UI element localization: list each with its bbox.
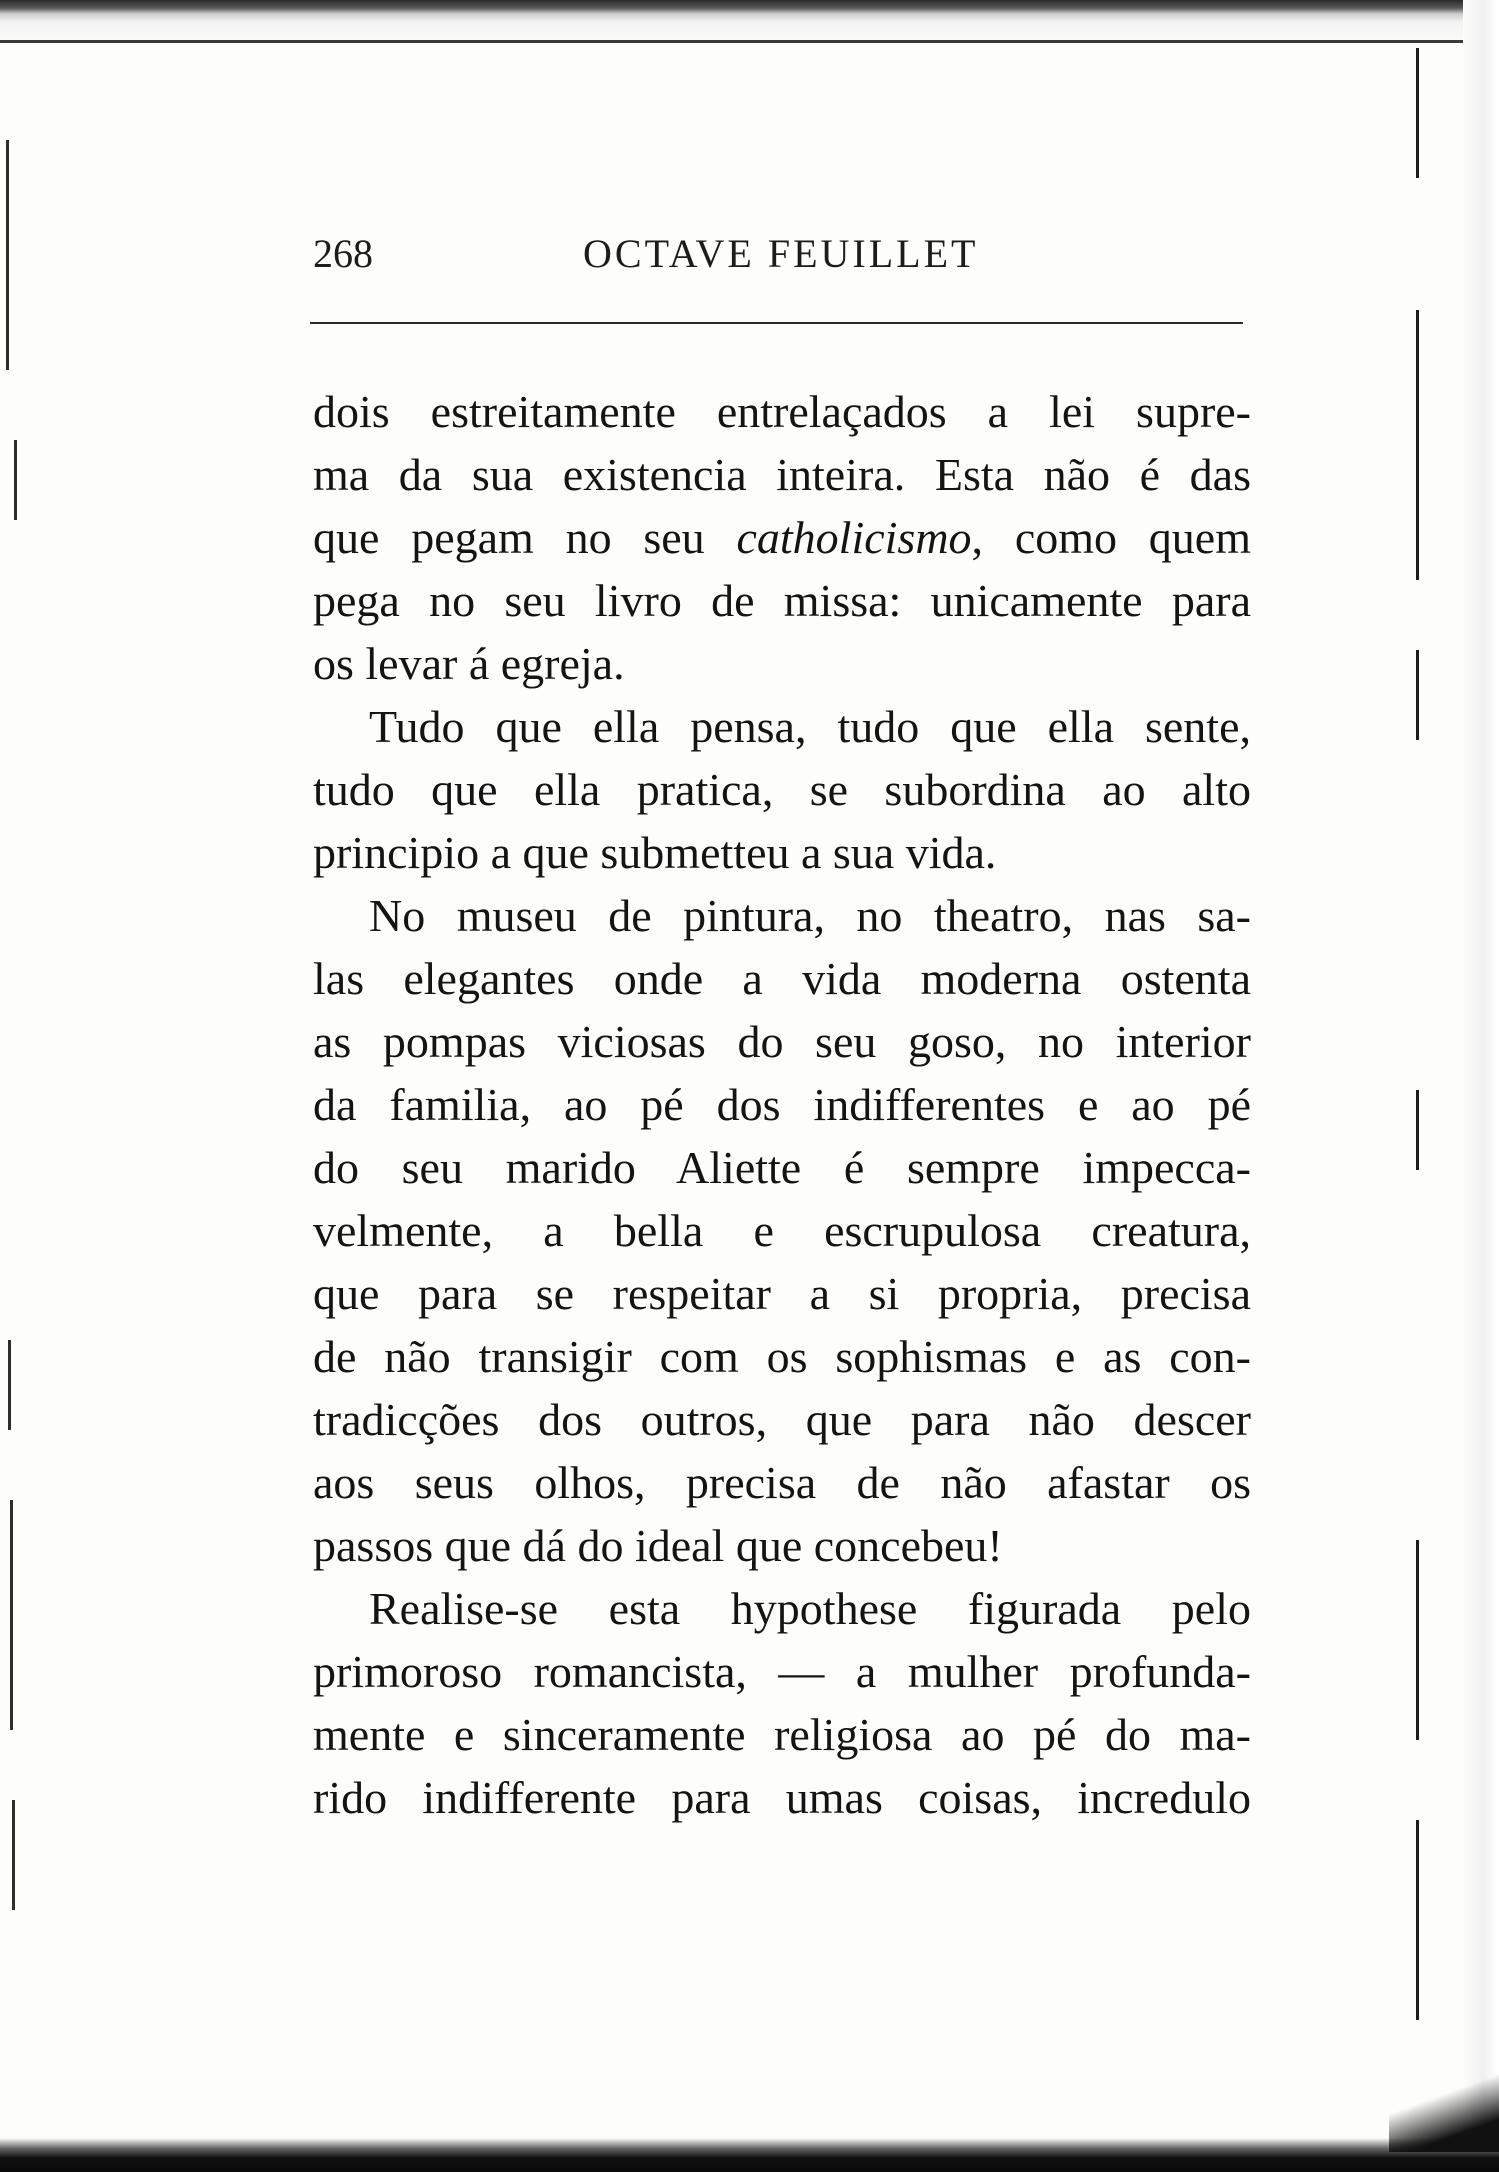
text-line: da familia, ao pé dos indifferentes e ao pé <box>313 1079 1251 1130</box>
text-line: velmente, a bella e escrupulosa creatura, <box>313 1205 1251 1256</box>
scan-bottom-shadow <box>0 2138 1499 2172</box>
page-number: 268 <box>313 231 373 276</box>
scan-left-mark <box>10 1500 13 1730</box>
scan-right-mark <box>1416 1540 1419 1740</box>
running-head-title: OCTAVE FEUILLET <box>583 231 979 276</box>
scan-right-mark <box>1416 1090 1419 1170</box>
scan-right-mark <box>1416 1820 1419 2020</box>
header-rule <box>310 322 1243 324</box>
scan-right-mark <box>1416 650 1419 740</box>
text-line: passos que dá do ideal que concebeu! <box>313 1520 1003 1571</box>
text-line: os levar á egreja. <box>313 638 625 689</box>
text-line: mente e sinceramente religiosa ao pé do ma- <box>313 1709 1251 1760</box>
paragraph-start-line: Tudo que ella pensa, tudo que ella sente, <box>369 701 1251 752</box>
italic-term: catholicismo <box>736 512 972 563</box>
text-line: principio a que submetteu a sua vida. <box>313 827 997 878</box>
text-line: dois estreitamente entrelaçados a lei supre- <box>313 386 1251 437</box>
scan-top-rule <box>0 40 1470 43</box>
scan-left-mark <box>14 440 17 520</box>
scan-right-edge <box>1463 0 1499 2172</box>
text-line: rido indifferente para umas coisas, incredulo <box>313 1772 1251 1823</box>
text-line: ma da sua existencia inteira. Esta não é das <box>313 449 1251 500</box>
text-line: aos seus olhos, precisa de não afastar os <box>313 1457 1251 1508</box>
text-line: las elegantes onde a vida moderna ostenta <box>313 953 1251 1004</box>
scan-right-mark <box>1416 310 1419 580</box>
scan-left-mark <box>8 1340 11 1430</box>
text-line <box>313 506 1251 569</box>
scan-left-mark <box>12 1800 15 1910</box>
text-line: tradicções dos outros, que para não descer <box>313 1394 1251 1445</box>
running-head <box>313 222 1243 282</box>
text-line: primoroso romancista, — a mulher profunda- <box>313 1646 1251 1697</box>
text-line: do seu marido Aliette é sempre impecca- <box>313 1142 1251 1193</box>
body-text <box>313 380 1251 1829</box>
text-line: as pompas viciosas do seu goso, no interior <box>313 1016 1251 1067</box>
text-line: que para se respeitar a si propria, precisa <box>313 1268 1251 1319</box>
text-line: tudo que ella pratica, se subordina ao alto <box>313 764 1251 815</box>
text-segment: , como quem <box>971 512 1251 563</box>
scan-left-mark <box>6 140 9 370</box>
scan-right-mark <box>1416 48 1419 178</box>
paragraph-start-line: Realise-se esta hypothese figurada pelo <box>369 1583 1251 1634</box>
text-line: pega no seu livro de missa: unicamente para <box>313 575 1251 626</box>
text-segment: que pegam no seu <box>313 512 705 563</box>
paragraph-start-line: No museu de pintura, no theatro, nas sa- <box>369 890 1251 941</box>
scan-corner-shadow <box>1389 2062 1499 2152</box>
text-line: de não transigir com os sophismas e as con- <box>313 1331 1251 1382</box>
